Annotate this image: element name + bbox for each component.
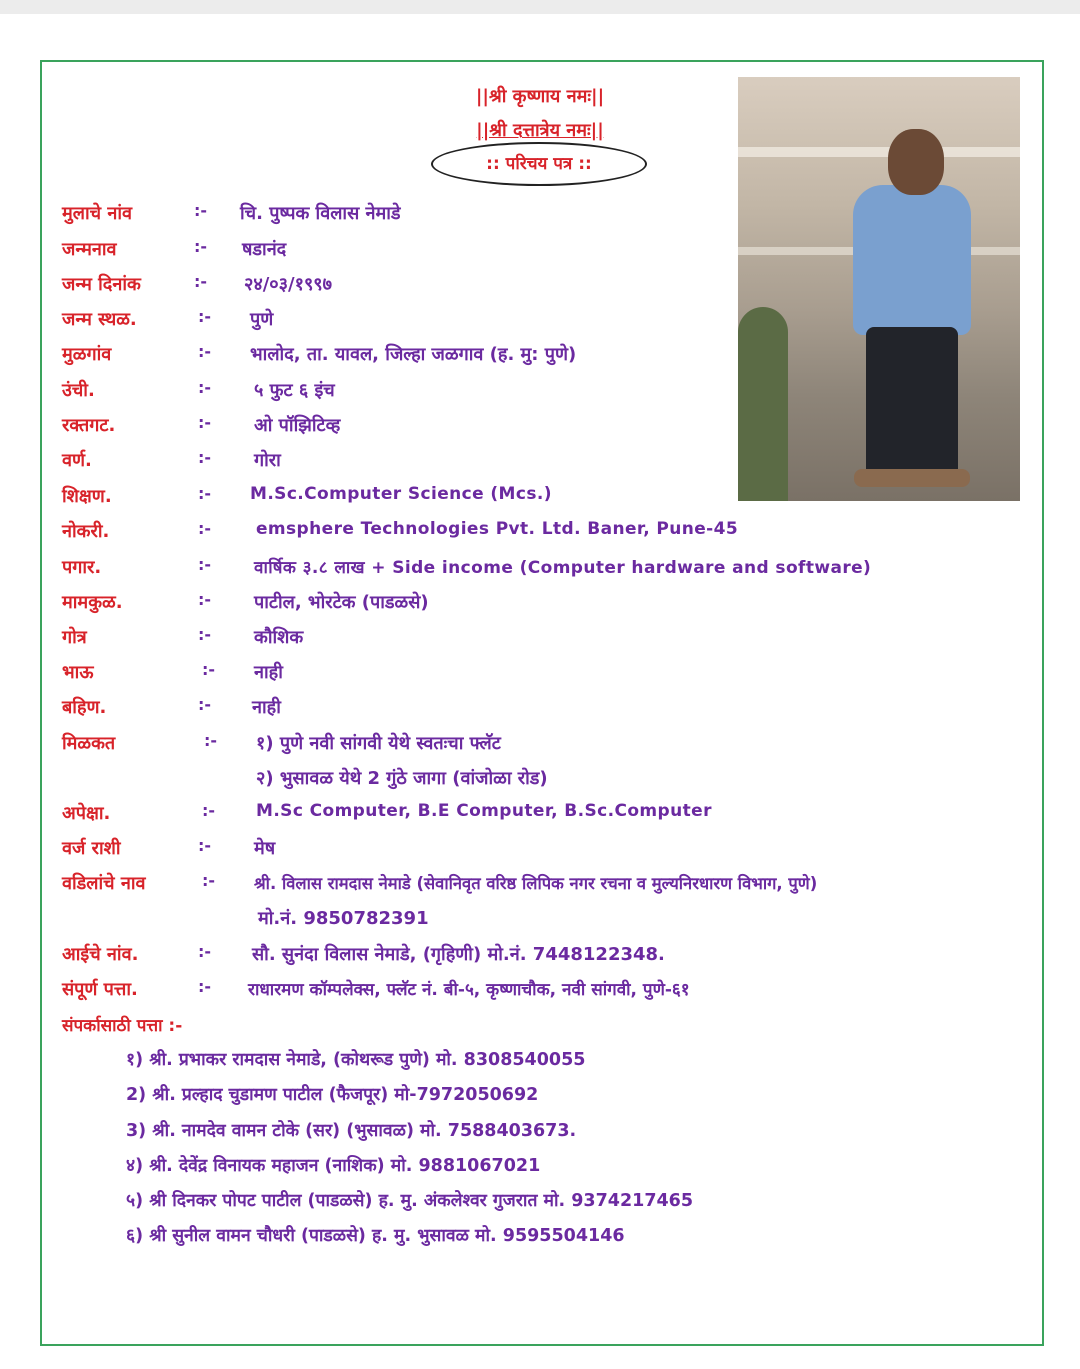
field-separator: :-	[198, 413, 212, 432]
field-separator: :-	[198, 555, 212, 574]
field-label: जन्मनाव	[62, 239, 117, 260]
profile-photo	[738, 77, 1020, 501]
field-label: शिक्षण.	[62, 486, 112, 507]
field-value: नाही	[252, 697, 281, 718]
field-value: नाही	[254, 662, 283, 683]
field-value: पाटील, भोरटेक (पाडळसे)	[254, 592, 429, 613]
field-label: जन्म दिनांक	[62, 274, 141, 295]
field-value: पुणे	[250, 309, 274, 330]
contact-item: ४) श्री. देवेंद्र विनायक महाजन (नाशिक) मो. 9881067021	[126, 1156, 541, 1176]
field-separator: :-	[198, 342, 212, 361]
contact-item: 2) श्री. प्रल्हाद चुडामण पाटील (फैजपूर) मो-7972050692	[126, 1085, 539, 1105]
field-label: संपूर्ण पत्ता.	[62, 979, 138, 1000]
field-separator: :-	[194, 272, 208, 291]
field-separator: :-	[194, 201, 208, 220]
field-separator: :-	[202, 871, 216, 890]
field-separator: :-	[198, 307, 212, 326]
contacts-heading: संपर्कासाठी पत्ता :-	[62, 1016, 183, 1036]
field-separator: :-	[198, 484, 212, 503]
field-label: अपेक्षा.	[62, 803, 111, 824]
field-label: नोकरी.	[62, 521, 110, 542]
invocation-krishna: ||श्री कृष्णाय नमः||	[475, 86, 605, 107]
field-separator: :-	[198, 942, 212, 961]
field-label: मुलाचे नांव	[62, 203, 132, 224]
field-separator: :-	[198, 519, 212, 538]
field-separator: :-	[194, 237, 208, 256]
field-separator: :-	[204, 731, 218, 750]
invocation-dattatreya: ||श्री दत्तात्रेय नमः||	[476, 120, 604, 141]
field-label: मुळगांव	[62, 344, 112, 365]
field-label: पगार.	[62, 557, 102, 578]
field-label: वर्ण.	[62, 450, 92, 471]
field-separator: :-	[202, 801, 216, 820]
field-value: भालोद, ता. यावल, जिल्हा जळगाव (ह. मु: पुणे)	[250, 344, 577, 365]
field-value: गोरा	[254, 450, 281, 471]
field-value: मेष	[254, 838, 276, 859]
field-label: मिळकत	[62, 733, 116, 754]
field-label: बहिण.	[62, 697, 107, 718]
field-separator: :-	[198, 695, 212, 714]
field-label: वडिलांचे नाव	[62, 873, 146, 894]
field-value: ओ पॉझिटिव्ह	[254, 415, 341, 436]
field-value: चि. पुष्पक विलास नेमाडे	[240, 203, 401, 224]
contact-item: ६) श्री सुनील वामन चौधरी (पाडळसे) ह. मु. भुसावळ मो. 9595504146	[126, 1226, 625, 1246]
contact-item: १) श्री. प्रभाकर रामदास नेमाडे, (कोथरूड पुणे) मो. 8308540055	[126, 1050, 586, 1070]
field-separator: :-	[202, 660, 216, 679]
field-label: उंची.	[62, 380, 95, 401]
field-label: आईचे नांव.	[62, 944, 139, 965]
field-value: emsphere Technologies Pvt. Ltd. Baner, Pune-45	[256, 519, 739, 539]
field-value: सौ. सुनंदा विलास नेमाडे, (गृहिणी) मो.नं. 7448122348.	[252, 944, 665, 965]
field-label: भाऊ	[62, 662, 94, 683]
field-label: मामकुळ.	[62, 592, 123, 613]
field-value: १) पुणे नवी सांगवी येथे स्वतःचा फ्लॅट	[256, 733, 501, 754]
field-value: श्री. विलास रामदास नेमाडे (सेवानिवृत वरिष्ठ लिपिक नगर रचना व मुल्यनिरधारण विभाग, पुणे)	[254, 874, 818, 893]
field-label: रक्तगट.	[62, 415, 116, 436]
field-label: जन्म स्थळ.	[62, 309, 137, 330]
field-separator: :-	[198, 625, 212, 644]
field-value: २४/०३/१९९७	[244, 274, 333, 295]
field-separator: :-	[198, 378, 212, 397]
field-value: षडानंद	[242, 239, 287, 260]
field-value-line2: मो.नं. 9850782391	[258, 908, 429, 929]
field-label: वर्ज राशी	[62, 838, 121, 859]
field-label: गोत्र	[62, 627, 87, 648]
field-separator: :-	[198, 448, 212, 467]
field-value: M.Sc.Computer Science (Mcs.)	[250, 484, 552, 504]
field-value: ५ फुट ६ इंच	[254, 380, 335, 401]
field-value-line2: २) भुसावळ येथे 2 गुंठे जागा (वांजोळा रोड)	[256, 768, 548, 789]
field-value: कौशिक	[254, 627, 304, 648]
contact-item: 3) श्री. नामदेव वामन टोके (सर) (भुसावळ) मो. 7588403673.	[126, 1121, 577, 1141]
contact-item: ५) श्री दिनकर पोपट पाटील (पाडळसे) ह. मु. अंकलेश्वर गुजरात मो. 9374217465	[126, 1191, 694, 1211]
field-separator: :-	[198, 590, 212, 609]
field-value: M.Sc Computer, B.E Computer, B.Sc.Computer	[256, 801, 712, 821]
field-value: राधारमण कॉम्पलेक्स, फ्लॅट नं. बी-५, कृष्णाचौक, नवी सांगवी, पुणे-६१	[248, 980, 690, 1000]
field-value: वार्षिक ३.८ लाख + Side income (Computer hardware and software)	[254, 558, 872, 578]
field-separator: :-	[198, 977, 212, 996]
field-separator: :-	[198, 836, 212, 855]
document-title: :: परिचय पत्र ::	[431, 142, 647, 186]
